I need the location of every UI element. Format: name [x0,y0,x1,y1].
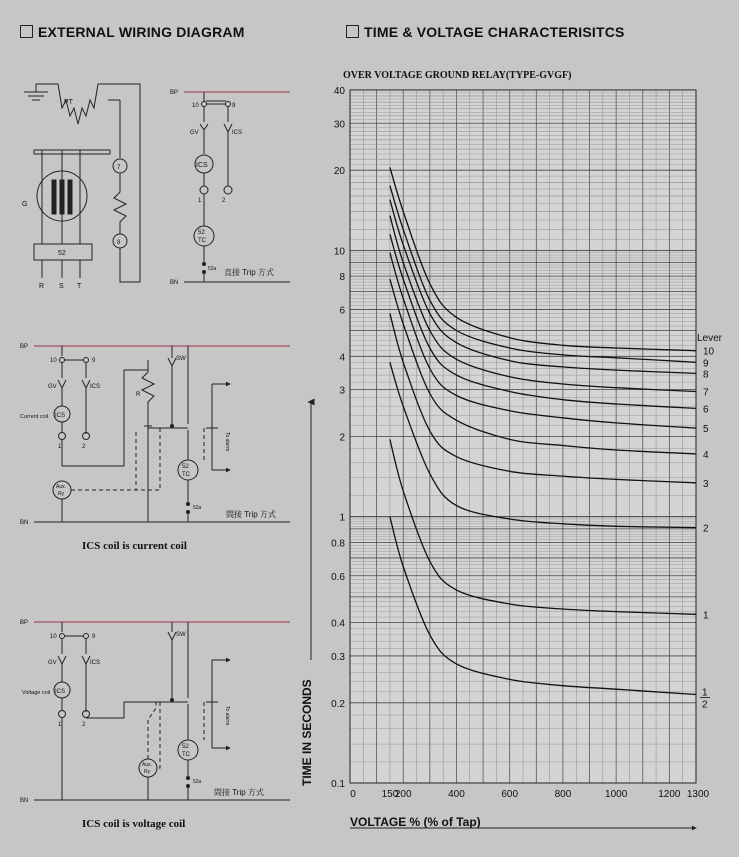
terminal-10-label: 10 [50,358,57,364]
generator-label: G [22,201,28,208]
wiring-diagrams [20,84,290,804]
y-tick-label: 0.4 [331,618,345,630]
lever-label-1-2-numerator: 1 [702,687,708,699]
terminal-8-label: 8 [117,240,121,246]
terminal-10-label: 10 [50,634,57,640]
terminal-1-label: 1 [58,444,62,450]
y-tick-label: 3 [339,385,345,397]
voltage-coil-label: Voltage coil [22,690,51,696]
wiring-diagram-3 [20,620,290,804]
y-tick-label: 0.2 [331,698,345,710]
trip-coil-tc-label: TC [182,472,190,478]
y-tick-label: 40 [333,86,345,97]
lever-label-2: 2 [703,523,709,535]
to-alarm-label: To alarm [224,706,230,726]
terminal-10-label: 10 [192,103,199,109]
chart-lever-labels [700,347,715,711]
lever-label-7: 7 [703,387,709,399]
y-tick-label: 20 [333,166,345,178]
aux-52a-label: 52a [208,266,217,272]
wiring-diagram-1-trip [170,90,290,286]
y-tick-label: 30 [333,119,345,131]
y-tick-label: 0.6 [331,571,345,583]
terminal-7-label: 7 [117,165,121,171]
terminal-2-label: 2 [82,444,86,450]
lever-label-5: 5 [703,424,709,436]
bn-label: BN [20,798,29,804]
bn-label: BN [170,280,179,286]
switch-sw-label: SW [176,356,186,362]
lever-label-3: 3 [703,478,709,490]
lever-label-1-2-denominator: 2 [702,699,708,711]
aux-relay-bottom-label: Ry [58,491,65,497]
breaker-52-label: 52 [58,250,66,257]
x-tick-label: 150 [381,789,399,800]
lever-label-6: 6 [703,404,709,416]
ics-contact-label: ICS [232,130,243,136]
resistor-r-label: R [136,392,141,398]
y-tick-label: 2 [339,432,345,444]
lever-label-4: 4 [703,449,709,461]
legend-title: Lever [697,333,723,344]
terminal-9-label: 9 [92,634,96,640]
terminal-2-label: 2 [82,722,86,728]
terminal-2-label: 2 [222,198,226,204]
time-voltage-chart [300,70,723,829]
y-axis-label: TIME IN SECONDS [300,679,314,786]
trip-coil-number-label: 52 [182,744,189,750]
terminal-9-label: 9 [232,103,236,109]
y-tick-label: 1 [339,512,345,524]
terminal-1-label: 1 [198,198,202,204]
lever-label-10: 10 [703,346,715,358]
trip-coil-tc-label: TC [182,752,190,758]
indirect-trip-mode-label: 間接 Trip 方式 [214,788,264,797]
y-tick-label: 10 [333,246,345,258]
phase-t-label: T [77,283,82,290]
diagram-2-caption: ICS coil is current coil [82,540,187,552]
direct-trip-mode-label: 直接 Trip 方式 [224,268,274,277]
pt-secondary-coil [78,84,98,124]
gv-label: GV [190,130,199,136]
trip-coil-number-label: 52 [182,464,189,470]
y-tick-label: 0.1 [331,779,345,790]
x-tick-label: 800 [554,789,572,800]
wiring-diagram-1-power [22,84,140,290]
to-alarm-label: To alarm [224,432,230,452]
x-tick-label: 200 [394,789,412,800]
x-tick-label: 1200 [658,789,681,800]
x-tick-label: 1300 [686,789,710,800]
wiring-diagram-title: EXTERNAL WIRING DIAGRAM [38,24,245,40]
aux-relay-top-label: Aux. [56,484,67,490]
x-tick-label: 0 [350,789,356,800]
switch-sw-label: SW [176,632,186,638]
diagram-3-caption: ICS coil is voltage coil [82,818,186,830]
bp-label: BP [20,344,29,350]
x-axis-label: VOLTAGE % (% of Tap) [350,815,481,829]
wiring-diagram-2 [20,344,290,526]
ics-contact-label: ICS [90,384,101,390]
aux-52a-label: 52a [193,779,202,785]
characteristics-title: TIME & VOLTAGE CHARACTERISITCS [364,24,625,40]
aux-relay-bottom-label: Ry [144,769,151,775]
gv-label: GV [48,660,57,666]
aux-relay-top-label: Aux. [142,762,153,768]
terminal-9-label: 9 [92,358,96,364]
phase-s-label: S [59,283,64,290]
trip-coil-tc-label: TC [198,238,206,244]
y-tick-label: 0.8 [331,538,345,550]
trip-coil-number-label: 52 [198,230,205,236]
indirect-trip-mode-label: 間接 Trip 方式 [226,510,276,519]
bn-label: BN [20,520,29,526]
bp-label: BP [20,620,29,626]
ics-coil-label: ICS [55,413,66,419]
x-tick-label: 1000 [605,789,628,800]
pt-label: PT [64,99,73,106]
terminal-1-label: 1 [58,722,62,728]
x-tick-label: 400 [448,789,465,800]
gv-label: GV [48,384,57,390]
aux-52a-label: 52a [193,505,202,511]
y-tick-label: 6 [339,305,345,317]
phase-r-label: R [39,283,45,290]
lever-label-8: 8 [703,369,709,381]
y-tick-label: 0.3 [331,651,345,663]
ics-coil-label: ICS [196,162,208,169]
current-coil-label: Current coil [20,414,49,420]
ics-contact-label: ICS [90,660,101,666]
x-tick-label: 600 [501,789,519,800]
gv-contact-icon [200,124,208,130]
lever-label-9: 9 [703,358,709,370]
bp-label: BP [170,90,179,96]
y-tick-label: 4 [339,352,345,364]
lever-label-1: 1 [703,610,709,622]
chart-title: OVER VOLTAGE GROUND RELAY(TYPE-GVGF) [343,70,572,81]
y-tick-label: 8 [339,272,345,284]
ics-coil-label: ICS [55,689,66,695]
